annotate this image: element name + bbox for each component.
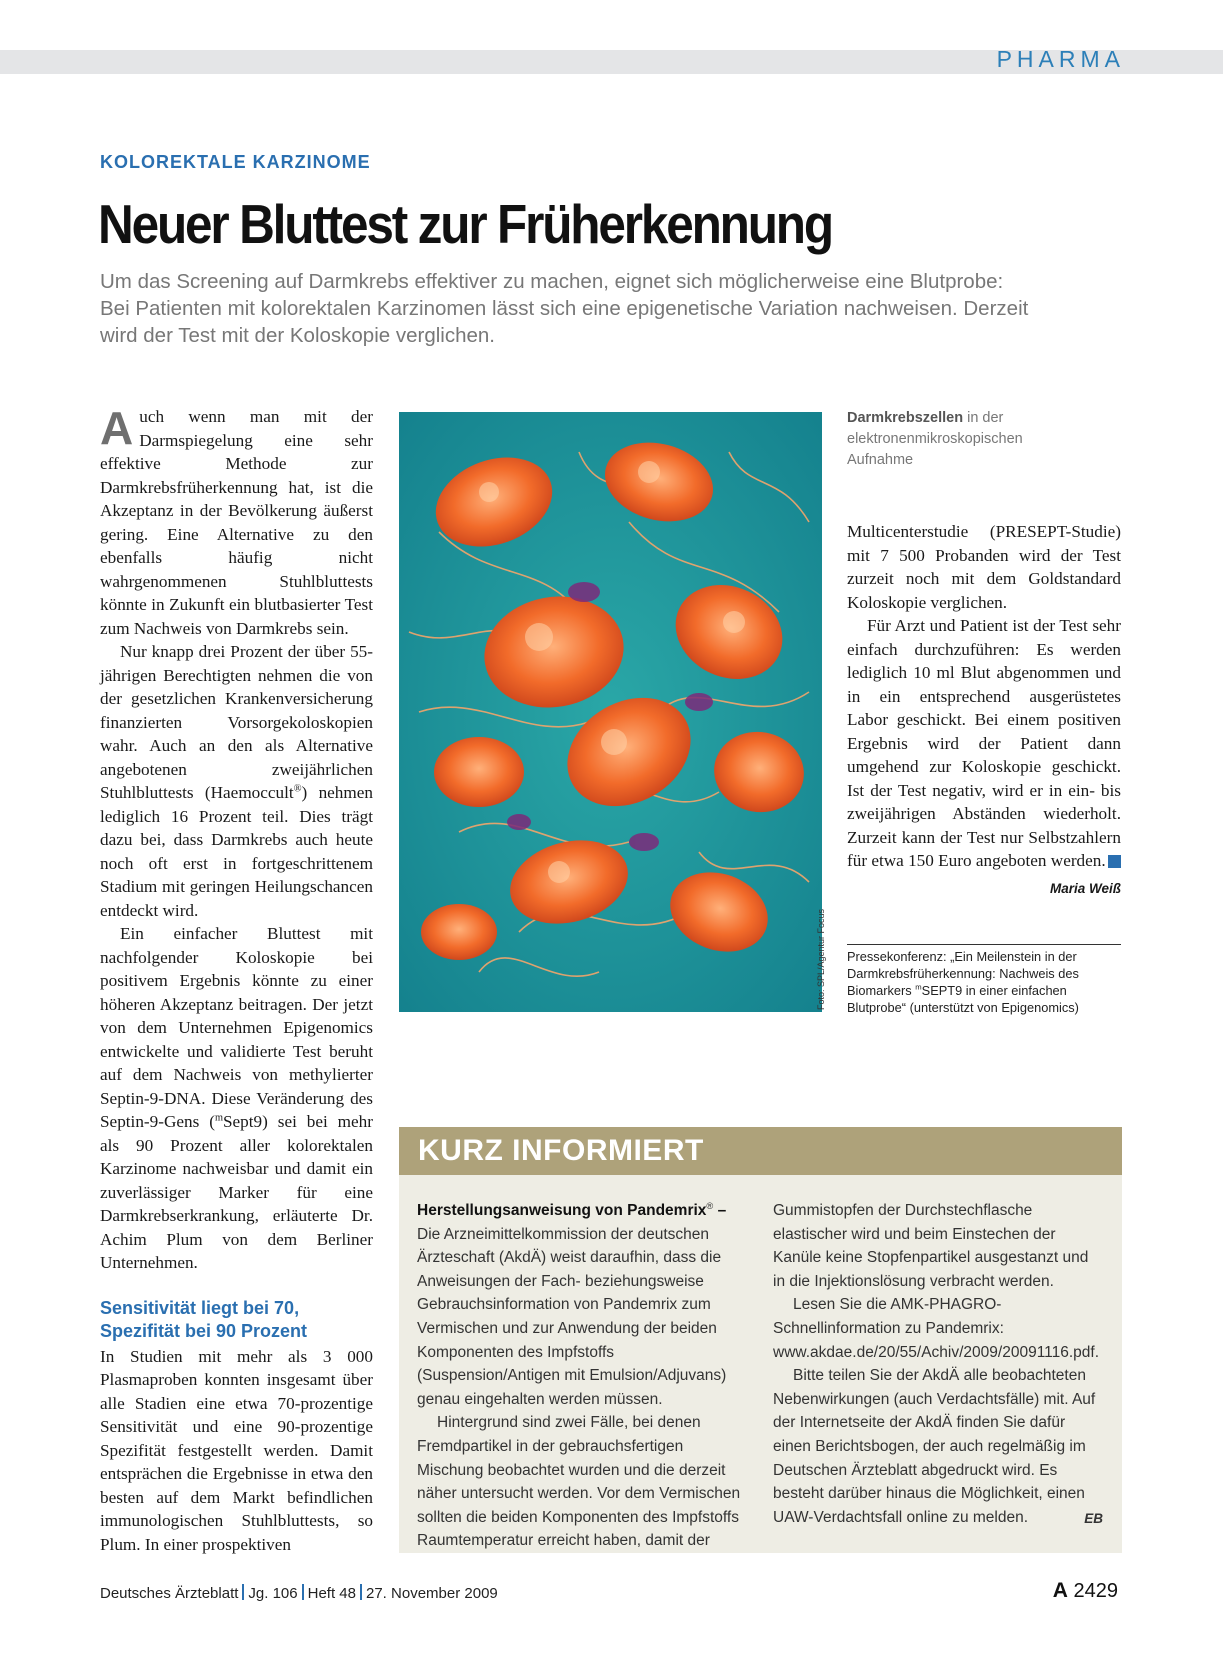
info-box-title: KURZ INFORMIERT: [418, 1134, 704, 1167]
info-paragraph-2: Hintergrund sind zwei Fälle, bei denen Fremdpartikel in der gebrauchsfertigen Mischung beobachtet wurden und die derzeit näher untersucht werden. Vor dem Vermischen sollten die beiden Komponenten des Impfstoffs Raumtemperatur erreicht haben, damit der: [417, 1414, 741, 1550]
footer-volume: Jg. 106: [248, 1585, 298, 1602]
info-heading-registered: ®: [706, 1200, 714, 1211]
source-superscript: m: [915, 982, 922, 992]
paragraph-intro: [100, 402, 373, 640]
info-signature: EB: [1084, 1511, 1103, 1527]
source-text-b: SEPT9 in einer einfachen Blutprobe“ (unterstützt von Epigenomics): [847, 983, 1079, 1015]
page-number: [1053, 1579, 1118, 1603]
paragraph-procedure: [847, 614, 1121, 873]
source-note: [847, 948, 1121, 1016]
footer-separator: [360, 1584, 362, 1600]
article-column-3: [847, 520, 1121, 900]
footer: [100, 1584, 498, 1602]
paragraph-presept: Multicenterstudie (PRESEPT-Studie) mit 7 500 Probanden wird der Test zurzeit noch mit dem Goldstandard Koloskopie verglichen.: [847, 522, 1121, 612]
footer-separator: [242, 1584, 244, 1600]
info-box-column-2: [773, 1199, 1103, 1531]
footer-date: 27. November 2009: [366, 1585, 498, 1602]
caption-bold: Darmkrebszellen: [847, 410, 964, 426]
paragraph-bloodtest-text-b: Sept9) sei bei mehr als 90 Prozent aller kolorektalen Karzinome nachweisbar und damit ein zuverlässiger Marker für eine Darmkrebserkrankung, erläuterte Dr. Achim Plum von dem Berliner Unternehmen.: [100, 1112, 374, 1272]
paragraph-intro-text: uch wenn man mit der Darmspiegelung eine sehr effektive Methode zur Darmkrebsfrüherkennung hat, ist die Akzeptanz in der Bevölkerung äußerst gering. Eine Alternative zu den ebenfalls häufig nicht wahrgenommenen Stuhlbluttests könnte in Zukunft ein blutbasierter Test zum Nachweis von Darmkrebs sein.: [100, 407, 373, 638]
registered-mark: ®: [293, 783, 302, 795]
section-label: PHARMA: [996, 46, 1125, 72]
article-title: Neuer Bluttest zur Früherkennung: [98, 193, 832, 255]
drop-cap: A: [100, 402, 134, 454]
info-box-column-1: [417, 1199, 747, 1553]
end-mark-icon: [1108, 855, 1121, 868]
methyl-superscript: m: [214, 1112, 223, 1124]
paragraph-bloodtest: [100, 922, 373, 1275]
paragraph-studies: In Studien mit mehr als 3 000 Plasmaproben konnten insgesamt über alle Stadien eine etwa 70-prozentige Sensitivität und eine 90-prozentige Spezifität festgestellt werden. Damit entsprächen die Ergebnisse in etwa den besten auf dem Markt befindlichen immunologischen Stuhlbluttests, so Plum. In einer prospektiven: [100, 1346, 373, 1554]
footer-separator: [302, 1584, 304, 1600]
source-divider: [847, 944, 1121, 945]
page-prefix: A: [1052, 1579, 1068, 1602]
paragraph-bloodtest-text-a: Ein einfacher Bluttest mit nachfolgender Koloskopie bei positivem Ergebnis könnte zu einer höheren Akzeptanz beitragen. Der jetzt von dem Unternehmen Epigenomics entwickelte und validierte Test beruht auf dem Nachweis von methylierter Septin-9-DNA. Diese Veränderung des Septin-9-Gens (: [100, 924, 373, 1131]
article-subhead: Sensitivität liegt bei 70, Spezifität bei 90 Prozent: [100, 1297, 308, 1341]
info-paragraph-1: [417, 1199, 747, 1411]
photo-caption: [847, 408, 1087, 471]
photo-credit: Foto: SPL/Agentur Focus: [816, 908, 826, 1010]
article-kicker: KOLOREKTALE KARZINOME: [100, 152, 371, 172]
caption-text: in der elektronenmikroskopischen Aufnahme: [847, 410, 1023, 468]
info-paragraph-4: Lesen Sie die AMK-PHAGRO-Schnellinformation zu Pandemrix: www.akdae.de/20/55/Achiv/2009/20091116.pdf.: [773, 1296, 1100, 1361]
paragraph-screening: [100, 640, 373, 922]
article-lead: Um das Screening auf Darmkrebs effektiver zu machen, eignet sich möglicherweise eine Blutprobe: Bei Patienten mit kolorektalen Karzinomen lässt sich eine epigenetische Variation nachweisen. Derzeit wird der Test mit der Koloskopie verglichen.: [100, 270, 1029, 347]
info-heading: Herstellungsanweisung von Pandemrix: [417, 1202, 707, 1219]
author: Maria Weiß: [1049, 880, 1121, 896]
footer-issue: Heft 48: [307, 1585, 356, 1602]
info-paragraph-1-text: Die Arzneimittelkommission der deutschen Ärzteschaft (AkdÄ) weist daraufhin, dass die Anweisungen der Fach- beziehungsweise Gebrauchsinformation von Pandemrix zum Vermischen und zur Anwendung der beiden Komponenten des Impfstoffs (Suspension/Antigen mit Emulsion/Adjuvans) genau eingehalten werden müssen.: [417, 1225, 727, 1408]
paragraph-procedure-text: Für Arzt und Patient ist der Test sehr einfach durchzuführen: Es werden lediglich 10 ml Blut abgenommen und in ein entsprechend ausgerüstetes Labor geschickt. Bei einem positiven Ergebnis wird der Patient dann umgehend zur Koloskopie geschickt. Ist der Test negativ, wird er in ein- bis zweijährigen Abständen wiederholt. Zurzeit kann der Test nur Selbstzahlern für etwa 150 Euro angeboten werden.: [847, 616, 1121, 870]
paragraph-screening-text-a: Nur knapp drei Prozent der über 55-jährigen Berechtigten nehmen die von der gesetzlichen Krankenversicherung finanzierten Vorsorgekoloskopien wahr. Auch an den als Alternative angebotenen zweijährlichen Stuhlbluttests (Haemoccult: [100, 642, 373, 802]
cancer-cells-photo: [399, 412, 822, 1012]
footer-journal: Deutsches Ärzteblatt: [100, 1585, 239, 1602]
paragraph-screening-text-b: ) nehmen lediglich 16 Prozent teil. Dies trägt dazu bei, dass Darmkrebs auch heute noch oft erst in fortgeschrittenem Stadium mit geringen Heilungschancen entdeckt wird.: [100, 783, 373, 920]
page-number-value: 2429: [1073, 1580, 1118, 1602]
source-text-a: Pressekonferenz: „Ein Meilenstein in der Darmkrebsfrüherkennung: Nachweis des Biomarkers: [847, 949, 1079, 998]
info-paragraph-3: Gummistopfen der Durchstechflasche elastischer wird und beim Einstechen der Kanüle keine Stopfenpartikel ausgestanzt und in die Injektionslösung verbracht werden.: [773, 1202, 1089, 1290]
info-heading-dash: –: [713, 1202, 727, 1219]
info-paragraph-5: Bitte teilen Sie der AkdÄ alle beobachteten Nebenwirkungen (auch Verdachtsfälle) mit. Auf der Internetseite der AkdÄ finden Sie dafür einen Berichtsbogen, der auch regelmäßig im Deutschen Ärzteblatt abgedruckt wird. Es besteht darüber hinaus die Möglichkeit, einen UAW-Verdachtsfall online zu melden.: [773, 1367, 1096, 1526]
article-column-1: [100, 402, 374, 1556]
